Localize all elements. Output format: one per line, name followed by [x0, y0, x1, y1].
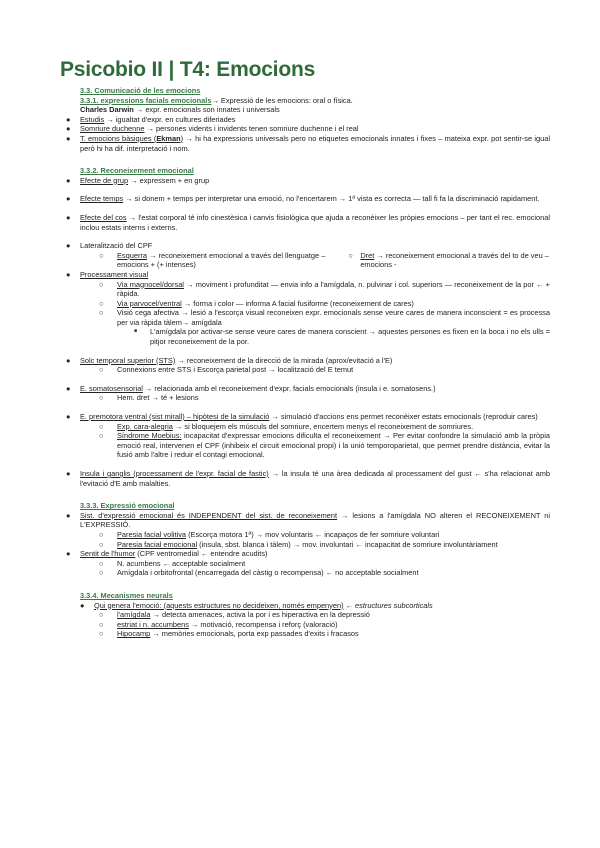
item-text: Visió cega afectiva → lesió a l'escorça visual reconeixen expr. emocionals sense veure cares de manera inconscient = es processa per via ràpida tàlem→ amígdala — [117, 308, 550, 327]
sub-list-item — [80, 610, 550, 620]
item-text: → memòries emocionals, porta exp passades d'exits i fracasos — [152, 629, 359, 639]
list-item — [66, 269, 550, 280]
notes-content — [66, 86, 551, 639]
section-heading-3-3: 3.3. Comunicació de les emocions — [80, 86, 201, 95]
item-text: Hem. dret → té + lesions — [117, 393, 199, 403]
circle-bullet-icon: ○ — [99, 298, 104, 308]
circle-bullet-icon: ○ — [99, 250, 104, 260]
item-label: estriat i n. accumbens — [117, 619, 189, 629]
bullet-icon: ● — [66, 412, 71, 422]
circle-bullet-icon: ○ — [99, 279, 104, 289]
section-heading-3-3-2: 3.3.2. Reconeixement emocional — [80, 166, 194, 176]
sub-list-item — [80, 308, 550, 327]
item-text: Lateralització del CPF — [80, 241, 153, 251]
list-item — [66, 175, 550, 186]
bullet-icon: ● — [66, 269, 71, 279]
section-heading-3-3-3: 3.3.3. Expressió emocional — [80, 501, 175, 511]
bullet-icon: ● — [66, 549, 71, 559]
list-item — [66, 114, 550, 125]
circle-bullet-icon: ○ — [99, 365, 104, 375]
item-text: → motivació, recompensa i reforç (valoració) — [190, 619, 338, 629]
item-label: Esquerra — [117, 250, 147, 260]
subsection-3-3-1-label: 3.3.1. expressions facials emocionals — [80, 95, 212, 105]
item-text: → hi ha expressions universals pero no etiquetes emocionals innates i fixes – mateixa expr. pot sentir-se igual però hi ha dif. interpretació i nom. — [80, 133, 550, 153]
item-label: Efecte del cos — [80, 212, 127, 222]
item-text: incapacitat d'expressar emocions dificulta el reconeixement → Per evitar confondre la simulació amb la pròpia emoció real, intervenen el CPF (inhibeix el circuit emocional propi) i la unió temporoparietal, que permet prendre distància, evitar la fusió amb l'altre i reduir el contagi emocional. — [117, 431, 550, 460]
sub-list-item — [80, 365, 550, 375]
right-hemisphere-item — [348, 251, 550, 270]
s33-list — [66, 114, 550, 153]
item-label: Sist. d'expressió emocional és INDEPENDENT del sist. de reconeixement — [80, 510, 338, 520]
item-label: Paresia facial volitiva — [117, 529, 187, 539]
item-text: → reconeixement de la direcció de la mirada (aprox/evitació a l'E) — [177, 355, 393, 365]
circle-bullet-icon: ○ — [99, 308, 104, 318]
item-text: → moviment i profunditat — envia info a l'amígdala, n. pulvinar i col. superiors — reconeixement de la por ← + ràpida. — [117, 279, 550, 299]
item-text: → si bloquejem els músculs del somriure, encertem menys el reconeixement de somriures. — [174, 421, 474, 431]
item-text: (Escorça motora 1ª) → mov voluntaris ← incapaços de fer somriure voluntari — [188, 529, 440, 539]
page-title: Psicobio II | T4: Emocions — [60, 58, 316, 81]
sub-sub-list-item — [80, 327, 550, 346]
item-label: Hipocamp — [117, 629, 151, 639]
list-item — [66, 124, 550, 134]
item-text: → lesions a l'amígdala NO alteren el RECONEIXEMENT ni L'EXPRESSIÓ. — [80, 510, 551, 530]
item-label: Qui genera l'emoció: (aquests estructures no decideixen, només empenyen) — [94, 600, 344, 610]
bullet-icon: ● — [66, 241, 71, 251]
item-label: Solc temporal superior (STS) — [80, 355, 176, 365]
item-label: l'amígdala — [117, 610, 151, 620]
sub-list-item — [80, 530, 550, 540]
list-item — [66, 194, 550, 204]
bullet-icon: ● — [66, 114, 71, 124]
circle-bullet-icon: ○ — [99, 629, 104, 639]
subsection-3-3-1 — [80, 96, 550, 106]
sub-list-item — [80, 540, 550, 550]
bullet-icon: ● — [66, 133, 71, 143]
item-label-bold: Ekman — [156, 133, 181, 143]
item-label: Via parvocel/ventral — [117, 298, 182, 308]
bullet-icon: ● — [80, 600, 85, 610]
circle-bullet-icon: ○ — [99, 558, 104, 568]
square-bullet-icon: ■ — [134, 328, 138, 335]
item-text: → detecta amenaces, activa la por i es hiperactiva en la depressió — [152, 610, 370, 620]
item-label: Sentit de l'humor — [80, 549, 136, 559]
item-text: → l'estat corporal té info cinestèsica i canvis fisiològica que ajuda a reconèixer les pròpies emocions – per tant el rec. emocional inclou estats interns i externs. — [80, 212, 550, 232]
list-item — [66, 241, 550, 251]
darwin-name: Charles Darwin — [80, 105, 134, 115]
item-label: Paresia facial emocional — [117, 539, 198, 549]
list-item — [66, 469, 550, 488]
bullet-icon: ● — [66, 194, 71, 204]
circle-bullet-icon: ○ — [99, 619, 104, 629]
item-label: Efecte temps — [80, 194, 124, 204]
item-text: → persones vidents i invidents tenen somriure duchenne i el real — [146, 124, 359, 134]
bullet-icon: ● — [66, 212, 71, 222]
item-label: Via magnocel/dorsal — [117, 279, 184, 289]
s332-list — [66, 175, 550, 488]
item-label-end: ) — [180, 133, 184, 143]
sub-list-item — [80, 393, 550, 403]
bullet-icon: ● — [66, 469, 71, 478]
circle-bullet-icon: ○ — [99, 568, 104, 578]
item-text: → expressem + en grup — [130, 175, 210, 185]
sub-list-item — [80, 559, 550, 569]
sub-list-item — [80, 568, 550, 578]
subsection-3-3-1-text: → Expressió de les emocions: oral o física. — [211, 95, 353, 105]
circle-bullet-icon: ○ — [99, 421, 104, 431]
circle-bullet-icon: ○ — [348, 250, 353, 260]
lateralization-columns — [80, 251, 550, 270]
bullet-icon: ● — [66, 383, 71, 393]
item-text: → igualtat d'expr. en cultures diferiades — [106, 114, 236, 124]
item-text: → si donem + temps per interpretar una emoció, no l'encertarem → 1ª vista es correcta — tall fi fa la discriminació rapidament. — [125, 194, 540, 204]
bullet-icon: ● — [66, 124, 71, 134]
list-item — [66, 549, 550, 559]
item-label: E. somatosensorial — [80, 383, 143, 393]
item-text: (CPF ventromedial ← entendre acudits) — [137, 549, 268, 559]
circle-bullet-icon: ○ — [99, 529, 104, 539]
item-text: (insula, sbst. blanca i tàlem) → mov. involuntari ← incapacitat de somriure involuntàriament — [199, 539, 498, 549]
sub-list-item — [80, 620, 550, 630]
list-item — [66, 355, 550, 366]
list-item — [80, 601, 550, 611]
item-text: → reconeixement emocional a través del to de veu – emocions - — [360, 250, 549, 270]
item-text: → relacionada amb el reconeixement d'expr. facials emocionals (insula i e. somatosens.) — [144, 383, 436, 393]
circle-bullet-icon: ○ — [99, 539, 104, 549]
item-label: Dret — [360, 250, 375, 260]
list-item — [66, 212, 550, 232]
item-label: Exp. cara-alegria — [117, 421, 173, 431]
left-hemisphere-item — [80, 251, 348, 270]
bullet-icon: ● — [66, 355, 71, 365]
list-item — [66, 412, 550, 422]
item-text: N. acumbens ← acceptable socialment — [117, 558, 246, 568]
item-text: L'amígdala por activar-se sense veure cares de manera conscient → aquestes persones es fixen en la boca i no els ulls = pitjor reconeixement de la por. — [150, 327, 550, 347]
item-label: T. emocions bàsiques ( — [80, 133, 157, 143]
item-label: Somriure duchenne — [80, 124, 145, 134]
item-label: Efecte de grup — [80, 175, 129, 185]
bullet-icon: ● — [66, 175, 71, 185]
item-text: → reconeixement emocional a través del llenguatge – emocions + (+ intenses) — [117, 250, 326, 270]
circle-bullet-icon: ○ — [99, 610, 104, 620]
circle-bullet-icon: ○ — [99, 431, 104, 441]
sub-list-item — [80, 431, 550, 460]
darwin-text: → expr. emocionals son innates i universals — [135, 105, 280, 115]
item-label: Processament visual — [80, 269, 149, 279]
item-label: Insula i ganglis (processament de l'expr. facial de fastic) — [80, 469, 269, 478]
item-text: Connexions entre STS i Escorça parietal post → localització del E temut — [117, 365, 354, 375]
list-item — [66, 383, 550, 394]
item-text: → la insula té una àrea dedicada al processament del gust ← s'ha relacionat amb l'evitació d'E amb malalties. — [80, 469, 550, 488]
item-label: Síndrome Moebius: — [117, 431, 182, 441]
list-item — [66, 133, 550, 153]
darwin-line — [80, 105, 550, 115]
item-label: Estudis — [80, 114, 105, 124]
section-heading-3-3-4: 3.3.4. Mecanismes neurals — [80, 590, 173, 600]
s334-list — [80, 601, 550, 639]
list-item — [66, 510, 551, 530]
bullet-icon: ● — [66, 510, 71, 520]
item-text: → forma i color — informa A facial fusiforme (reconeixement de cares) — [183, 298, 414, 308]
sub-list-item — [80, 280, 550, 299]
sub-list-item — [80, 299, 550, 309]
item-label: E. premotora ventral (sist mirall) – hipòtesi de la simulació — [80, 412, 270, 422]
item-text: Amígdala i orbitofrontal (encarregada del càstig o recompensa) ← no acceptable socialment — [117, 568, 419, 578]
sub-list-item — [80, 422, 550, 432]
sub-list-item — [80, 629, 550, 639]
item-text: ← estructures subcorticals — [345, 600, 433, 610]
circle-bullet-icon: ○ — [99, 393, 104, 403]
s333-list — [66, 510, 551, 578]
item-text: → simulació d'accions ens permet reconèixer estats emocionals (reproduir cares) — [271, 412, 538, 422]
